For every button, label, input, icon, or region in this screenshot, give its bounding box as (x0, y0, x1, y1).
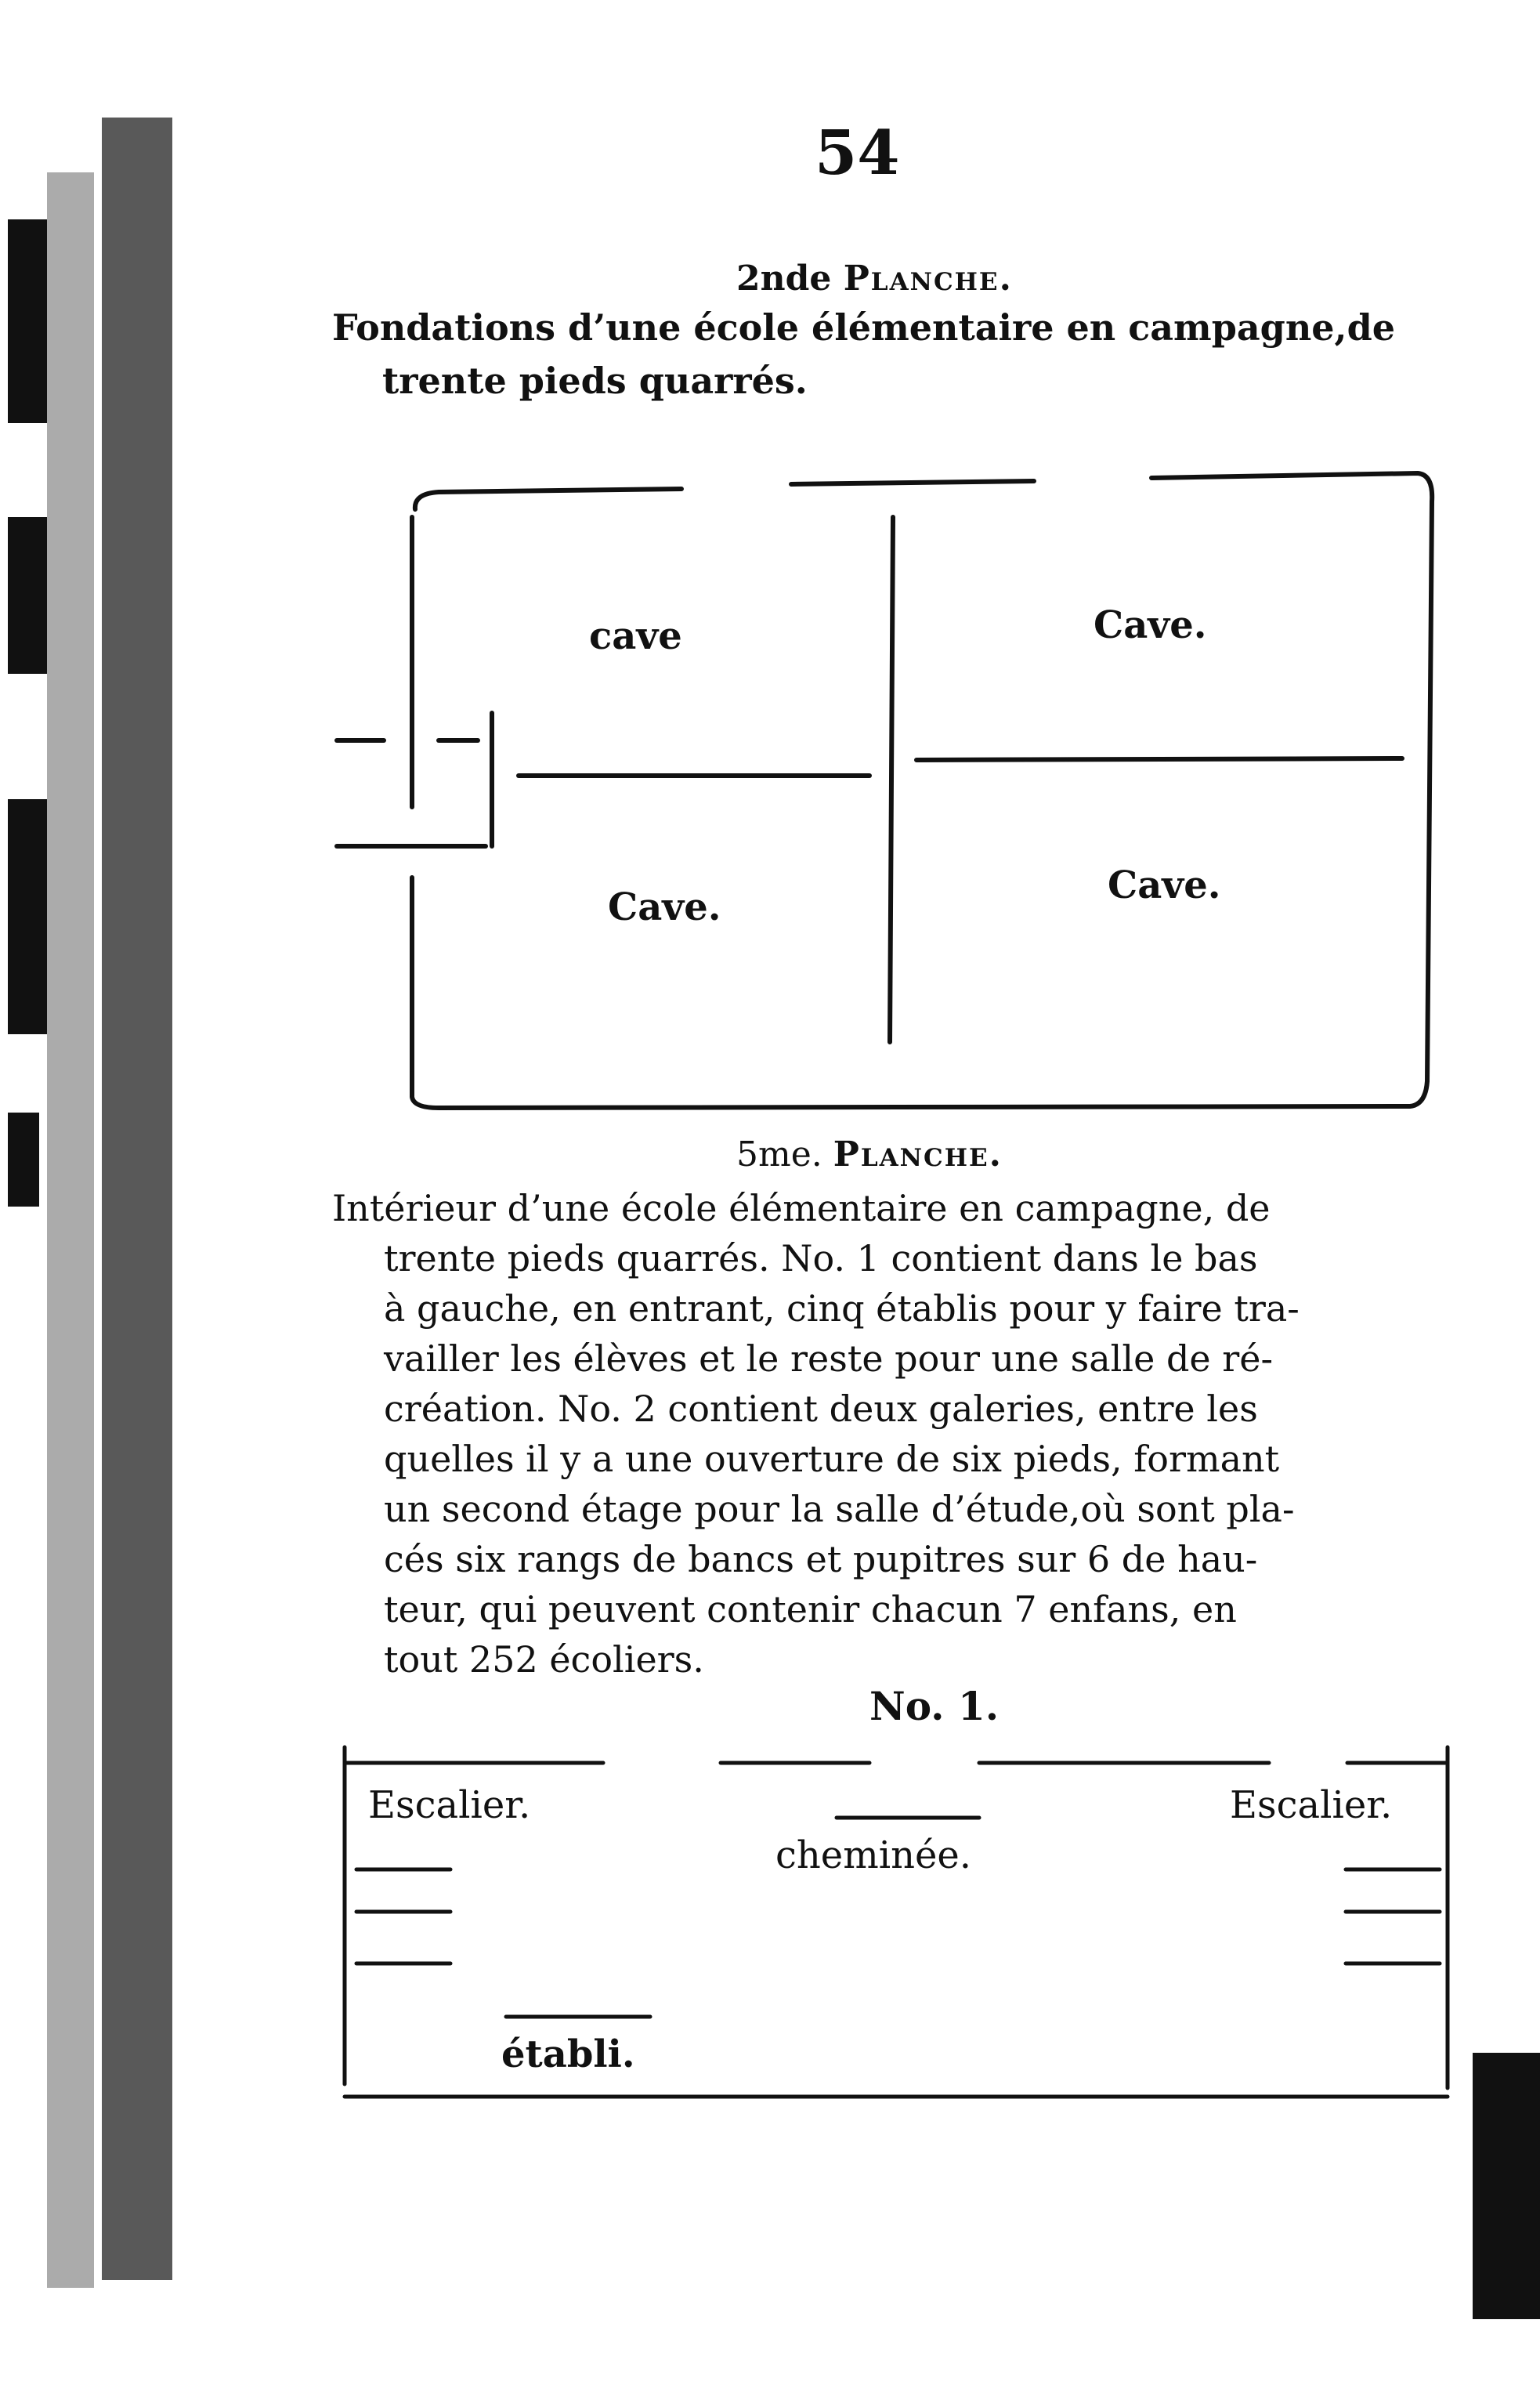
scan-bleed-right (1473, 2053, 1540, 2319)
page-number: 54 (815, 118, 900, 189)
chimney-label: cheminée. (775, 1833, 972, 1877)
description-line-1: Intérieur d’une école élémentaire en campagne, de (332, 1187, 1271, 1229)
plate-2-title-word: Planche. (843, 259, 1013, 299)
plate-5-description (332, 1183, 1476, 1685)
stairs-right-label: Escalier. (1230, 1783, 1393, 1827)
description-line-9: teur, qui peuvent contenir chacun 7 enfans, en (384, 1588, 1237, 1630)
plate-2-title-prefix: 2nde (736, 259, 832, 299)
description-line-5: création. No. 2 contient deux galeries, entre les (384, 1388, 1258, 1430)
description-line-6: quelles il y a une ouverture de six pieds, formant (384, 1438, 1280, 1480)
plate-2-caption-line-2: trente pieds quarrés. (382, 360, 808, 402)
stairs-left-label: Escalier. (368, 1783, 531, 1827)
scan-bleed-left (0, 94, 180, 2335)
plate-2-title (736, 259, 1013, 299)
room-label-bottom-right: Cave. (1108, 863, 1221, 907)
plate-5-title-word: Planche. (833, 1135, 1003, 1174)
description-line-4: vailler les élèves et le reste pour une salle de ré- (384, 1337, 1273, 1380)
description-line-7: un second étage pour la salle d’étude,où sont pla- (384, 1488, 1295, 1530)
workbench-label: établi. (501, 2032, 635, 2076)
description-line-8: cés six rangs de bancs et pupitres sur 6 de hau- (384, 1538, 1258, 1580)
plan-no-1-title: No. 1. (869, 1683, 1000, 1729)
plate-2-caption-line-1: Fondations d’une école élémentaire en campagne,de (332, 306, 1395, 349)
plate-5-title (736, 1135, 1003, 1174)
description-line-2: trente pieds quarrés. No. 1 contient dans le bas (384, 1237, 1258, 1279)
room-label-bottom-left: Cave. (608, 885, 721, 929)
room-label-top-right: Cave. (1094, 603, 1207, 647)
room-label-top-left: cave (589, 614, 682, 658)
description-line-3: à gauche, en entrant, cinq établis pour y faire tra- (384, 1287, 1300, 1330)
description-line-10: tout 252 écoliers. (384, 1638, 704, 1681)
plate-5-title-prefix: 5me. (736, 1135, 822, 1174)
scan-bleed-left-graphic (0, 94, 180, 2335)
